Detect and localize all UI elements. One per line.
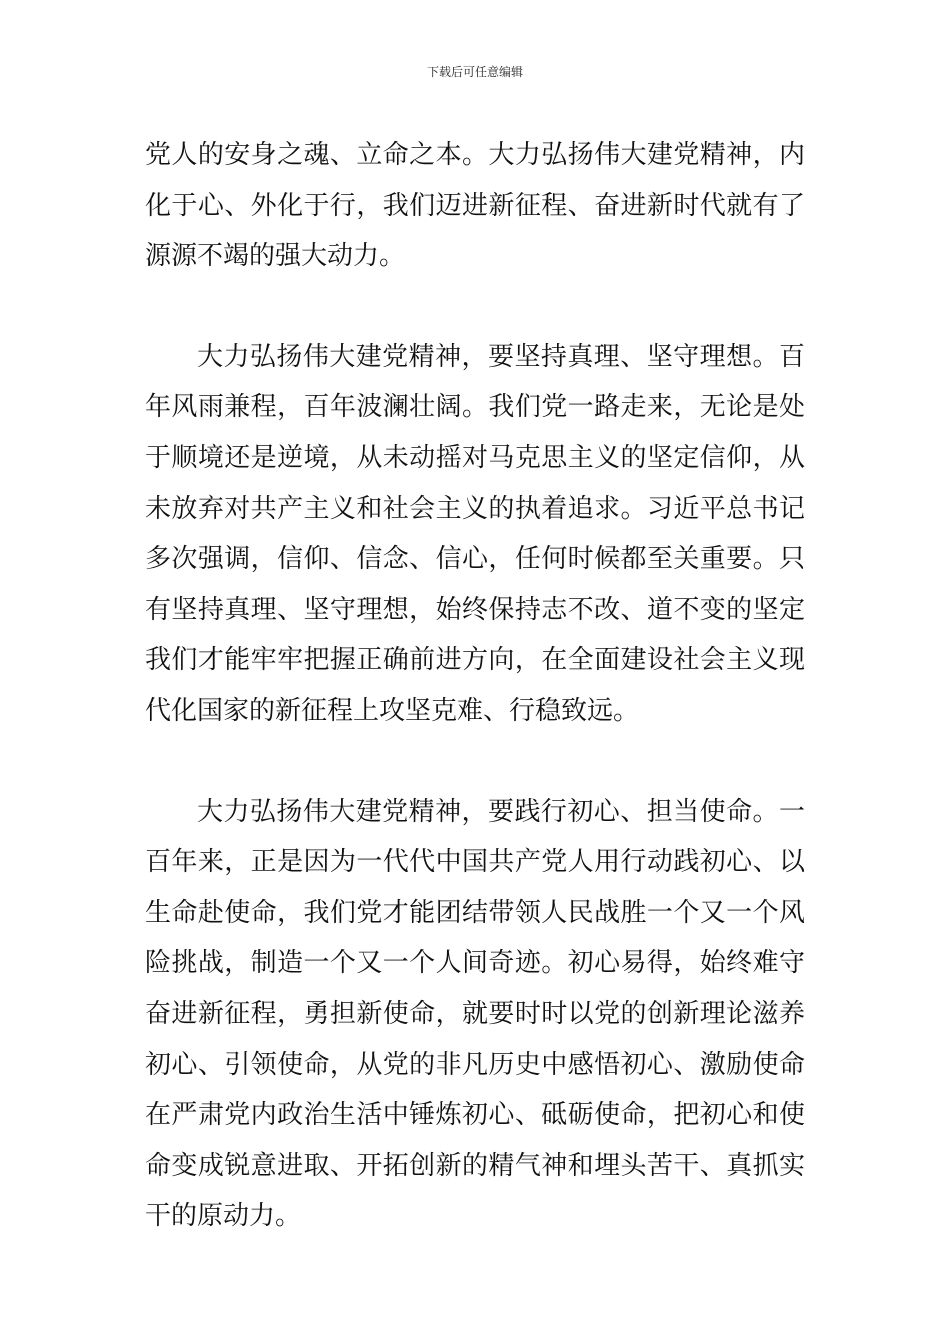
paragraph-3: 大力弘扬伟大建党精神，要践行初心、担当使命。一百年来，正是因为一代代中国共产党人用行动践初心、以生命赴使命，我们党才能团结带领人民战胜一个又一个风险挑战，制造一个又一个人间奇迹。初心易得，始终难守奋进新征程，勇担新使命，就要时时以党的创新理论滋养初心、引领使命，从党的非凡历史中感悟初心、激励使命在严肃党内政治生活中锤炼初心、砥砺使命，把初心和使命变成锐意进取、开拓创新的精气神和埋头苦干、真抓实干的原动力。 [145,796,805,1232]
page-header: 下载后可任意编辑 [426,65,523,79]
document-body [145,130,805,1292]
paragraph-2: 大力弘扬伟大建党精神，要坚持真理、坚守理想。百年风雨兼程，百年波澜壮阔。我们党一路走来，无论是处于顺境还是逆境，从未动摇对马克思主义的坚定信仰，从未放弃对共产主义和社会主义的执着追求。习近平总书记多次强调，信仰、信念、信心，任何时候都至关重要。只有坚持真理、坚守理想，始终保持志不改、道不变的坚定我们才能牢牢把握正确前进方向，在全面建设社会主义现代化国家的新征程上攻坚克难、行稳致远。 [145,341,805,726]
paragraph-1: 党人的安身之魂、立命之本。大力弘扬伟大建党精神，内化于心、外化于行，我们迈进新征程、奋进新时代就有了源源不竭的强大动力。 [145,140,805,272]
